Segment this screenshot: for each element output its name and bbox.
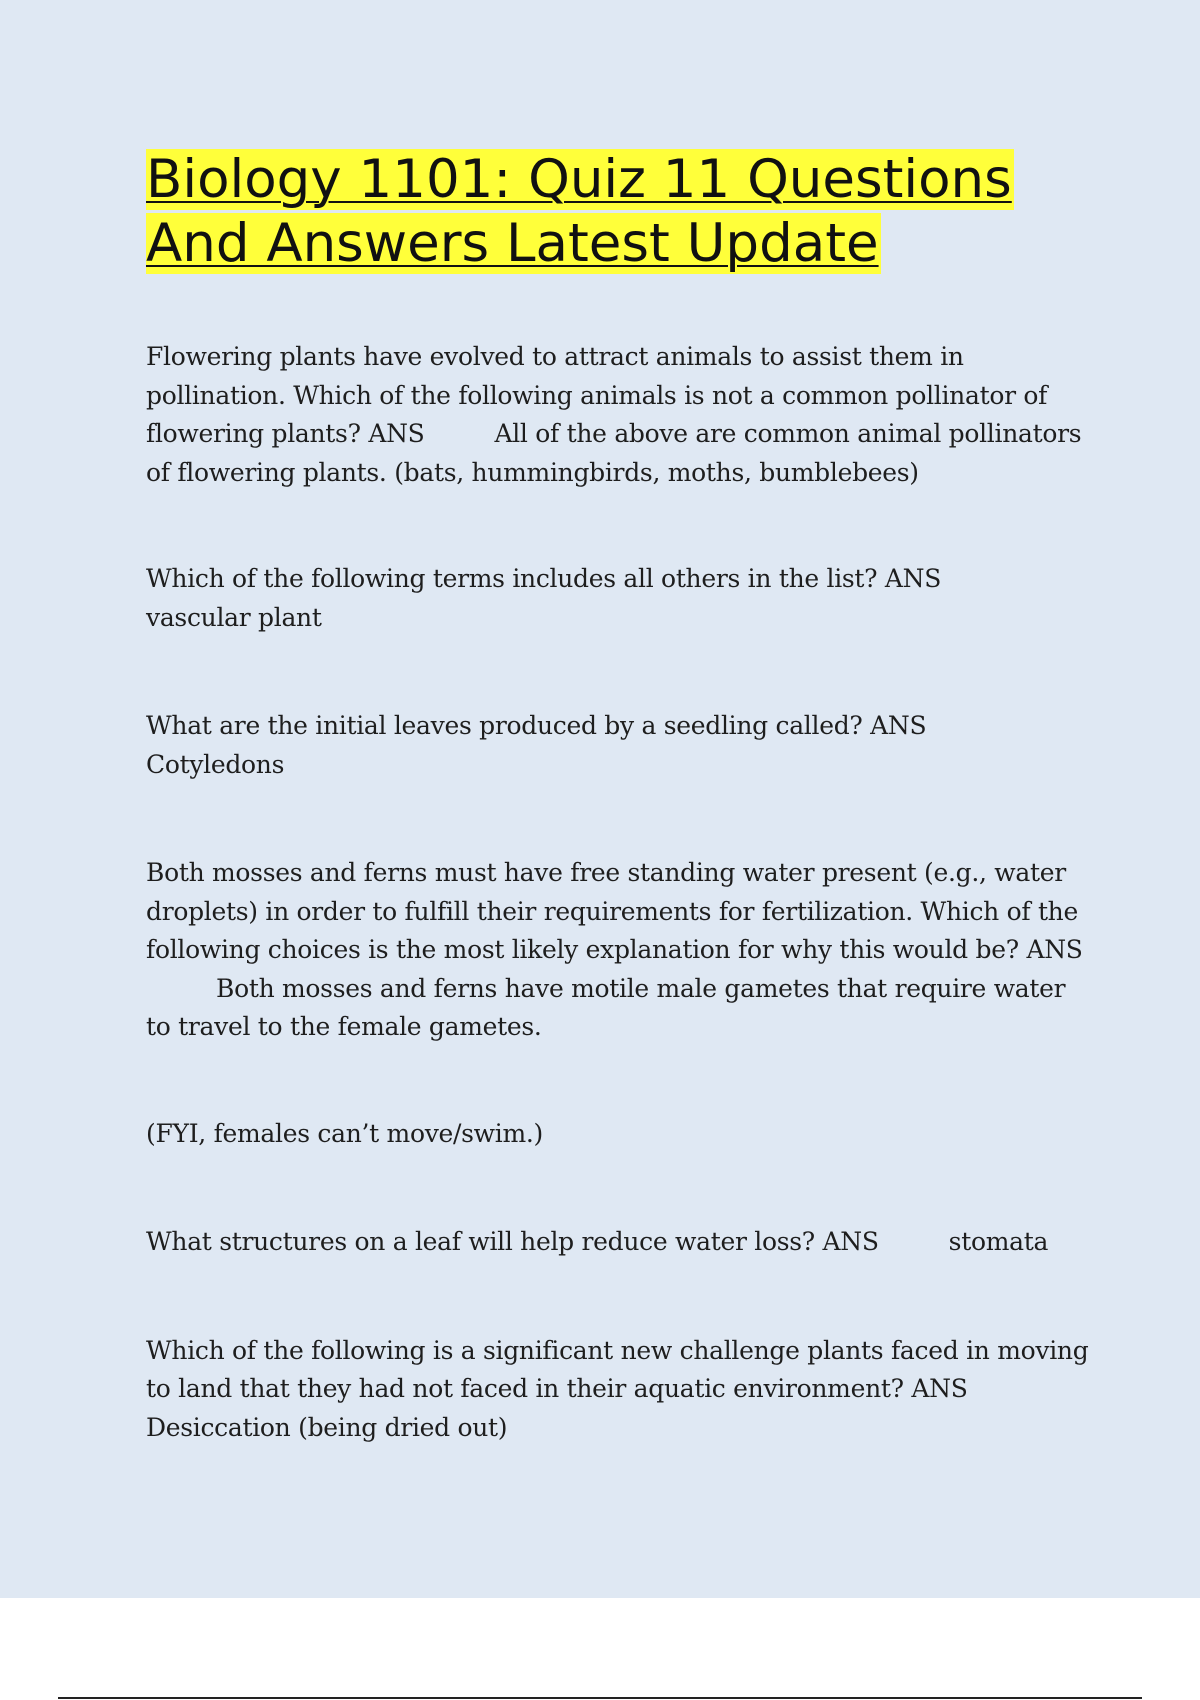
question-text: Both mosses and ferns must have free standing water present (e.g., water droplets) in order to fulfill their requirements for fertilization. Which of the following choices is the most likely explanation for why this would be? ANS <box>146 858 1083 964</box>
qa-item-vascular <box>146 560 1096 637</box>
answer-text: vascular plant <box>146 602 322 632</box>
answer-text: All of the above are common animal pollinators of flowering plants. (bats, hummingbirds, moths, bumblebees) <box>146 419 1082 487</box>
qa-item-pollinators <box>146 338 1096 492</box>
answer-text: Cotyledons <box>146 749 285 779</box>
question-text: Flowering plants have evolved to attract animals to assist them in pollination. Which of the following animals is not a common pollinator of flowering plants? ANS <box>146 342 1048 448</box>
qa-item-fertilization <box>146 854 1096 1047</box>
qa-item-desiccation <box>146 1332 1096 1448</box>
title-line-1: Biology 1101: Quiz 11 Questions <box>146 149 1012 210</box>
fyi-note: (FYI, females can’t move/swim.) <box>146 1118 543 1148</box>
title-line-2: And Answers Latest Update <box>146 213 879 274</box>
answer-text: Both mosses and ferns have motile male gametes that require water to travel to the female gametes. <box>146 973 1066 1041</box>
document-title <box>146 148 1096 276</box>
question-text: What are the initial leaves produced by a seedling called? ANS <box>146 711 927 740</box>
document-body <box>146 148 1096 1447</box>
question-text: What structures on a leaf will help reduce water loss? ANS <box>146 1227 879 1256</box>
qa-item-stomata <box>146 1223 1096 1262</box>
question-text: Which of the following terms includes all others in the list? ANS <box>146 564 942 593</box>
answer-text: stomata <box>948 1227 1049 1256</box>
footer-divider <box>58 1697 1142 1699</box>
question-text: Which of the following is a significant new challenge plants faced in moving to land that they had not faced in their aquatic environment? ANS <box>146 1335 1089 1403</box>
qa-item-cotyledons <box>146 707 1096 784</box>
answer-text: Desiccation (being dried out) <box>146 1412 508 1442</box>
